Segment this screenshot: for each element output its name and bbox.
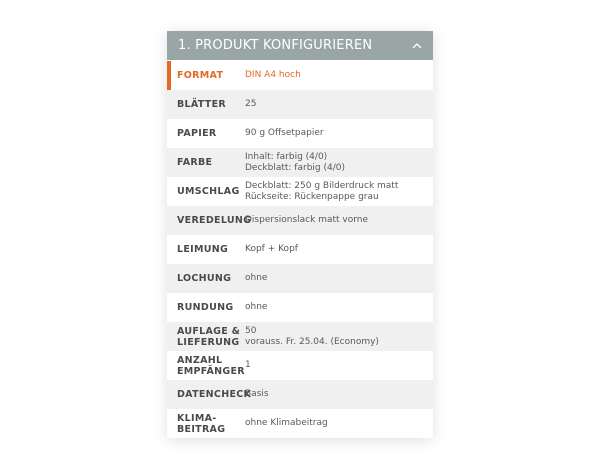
panel-title: 1. PRODUKT KONFIGURIEREN xyxy=(178,38,373,53)
product-config-panel xyxy=(167,31,433,438)
row-value: Deckblatt: 250 g Bilderdruck matt Rückseite: Rückenpappe grau xyxy=(245,180,399,202)
row-label: UMSCHLAG xyxy=(177,186,240,197)
config-row-umschlag[interactable] xyxy=(167,177,433,206)
config-row-farbe[interactable] xyxy=(167,148,433,177)
row-value: ohne xyxy=(245,302,268,312)
row-label: FORMAT xyxy=(177,70,224,81)
config-row-veredelung[interactable] xyxy=(167,206,433,235)
row-value: Basis xyxy=(245,389,269,399)
row-value: ohne xyxy=(245,273,268,283)
config-row-rundung[interactable] xyxy=(167,293,433,322)
row-value: DIN A4 hoch xyxy=(245,70,301,80)
row-label: DATENCHECK xyxy=(177,389,252,400)
config-row-leimung[interactable] xyxy=(167,235,433,264)
row-value: Dispersionslack matt vorne xyxy=(245,215,369,225)
config-row-format[interactable] xyxy=(167,61,433,90)
row-label: LEIMUNG xyxy=(177,244,229,255)
row-value: 50 vorauss. Fr. 25.04. (Economy) xyxy=(245,325,379,347)
row-label: PAPIER xyxy=(177,128,217,139)
config-row-anzahl-empfaenger[interactable] xyxy=(167,351,433,380)
row-label: LOCHUNG xyxy=(177,273,232,284)
row-value: Kopf + Kopf xyxy=(245,244,298,254)
config-row-auflage-lieferung[interactable] xyxy=(167,322,433,351)
row-label: VEREDELUNG xyxy=(177,215,252,226)
row-label: BLÄTTER xyxy=(177,99,226,110)
config-row-lochung[interactable] xyxy=(167,264,433,293)
row-value: ohne Klimabeitrag xyxy=(245,418,328,428)
row-value: Inhalt: farbig (4/0) Deckblatt: farbig (4/0) xyxy=(245,151,345,173)
config-row-datencheck[interactable] xyxy=(167,380,433,409)
row-value: 25 xyxy=(245,99,257,109)
config-row-papier[interactable] xyxy=(167,119,433,148)
row-label: RUNDUNG xyxy=(177,302,234,313)
config-option-list xyxy=(167,61,433,438)
panel-header[interactable] xyxy=(167,31,433,60)
config-row-blaetter[interactable] xyxy=(167,90,433,119)
row-label: AUFLAGE & LIEFERUNG xyxy=(177,325,241,348)
row-value: 90 g Offsetpapier xyxy=(245,128,324,138)
config-row-klimabeitrag[interactable] xyxy=(167,409,433,438)
row-label: ANZAHL EMPFÄNGER xyxy=(177,354,245,377)
row-value: 1 xyxy=(245,360,251,370)
row-label: KLIMA-BEITRAG xyxy=(177,412,226,435)
chevron-up-icon[interactable] xyxy=(411,40,423,52)
row-label: FARBE xyxy=(177,157,213,168)
